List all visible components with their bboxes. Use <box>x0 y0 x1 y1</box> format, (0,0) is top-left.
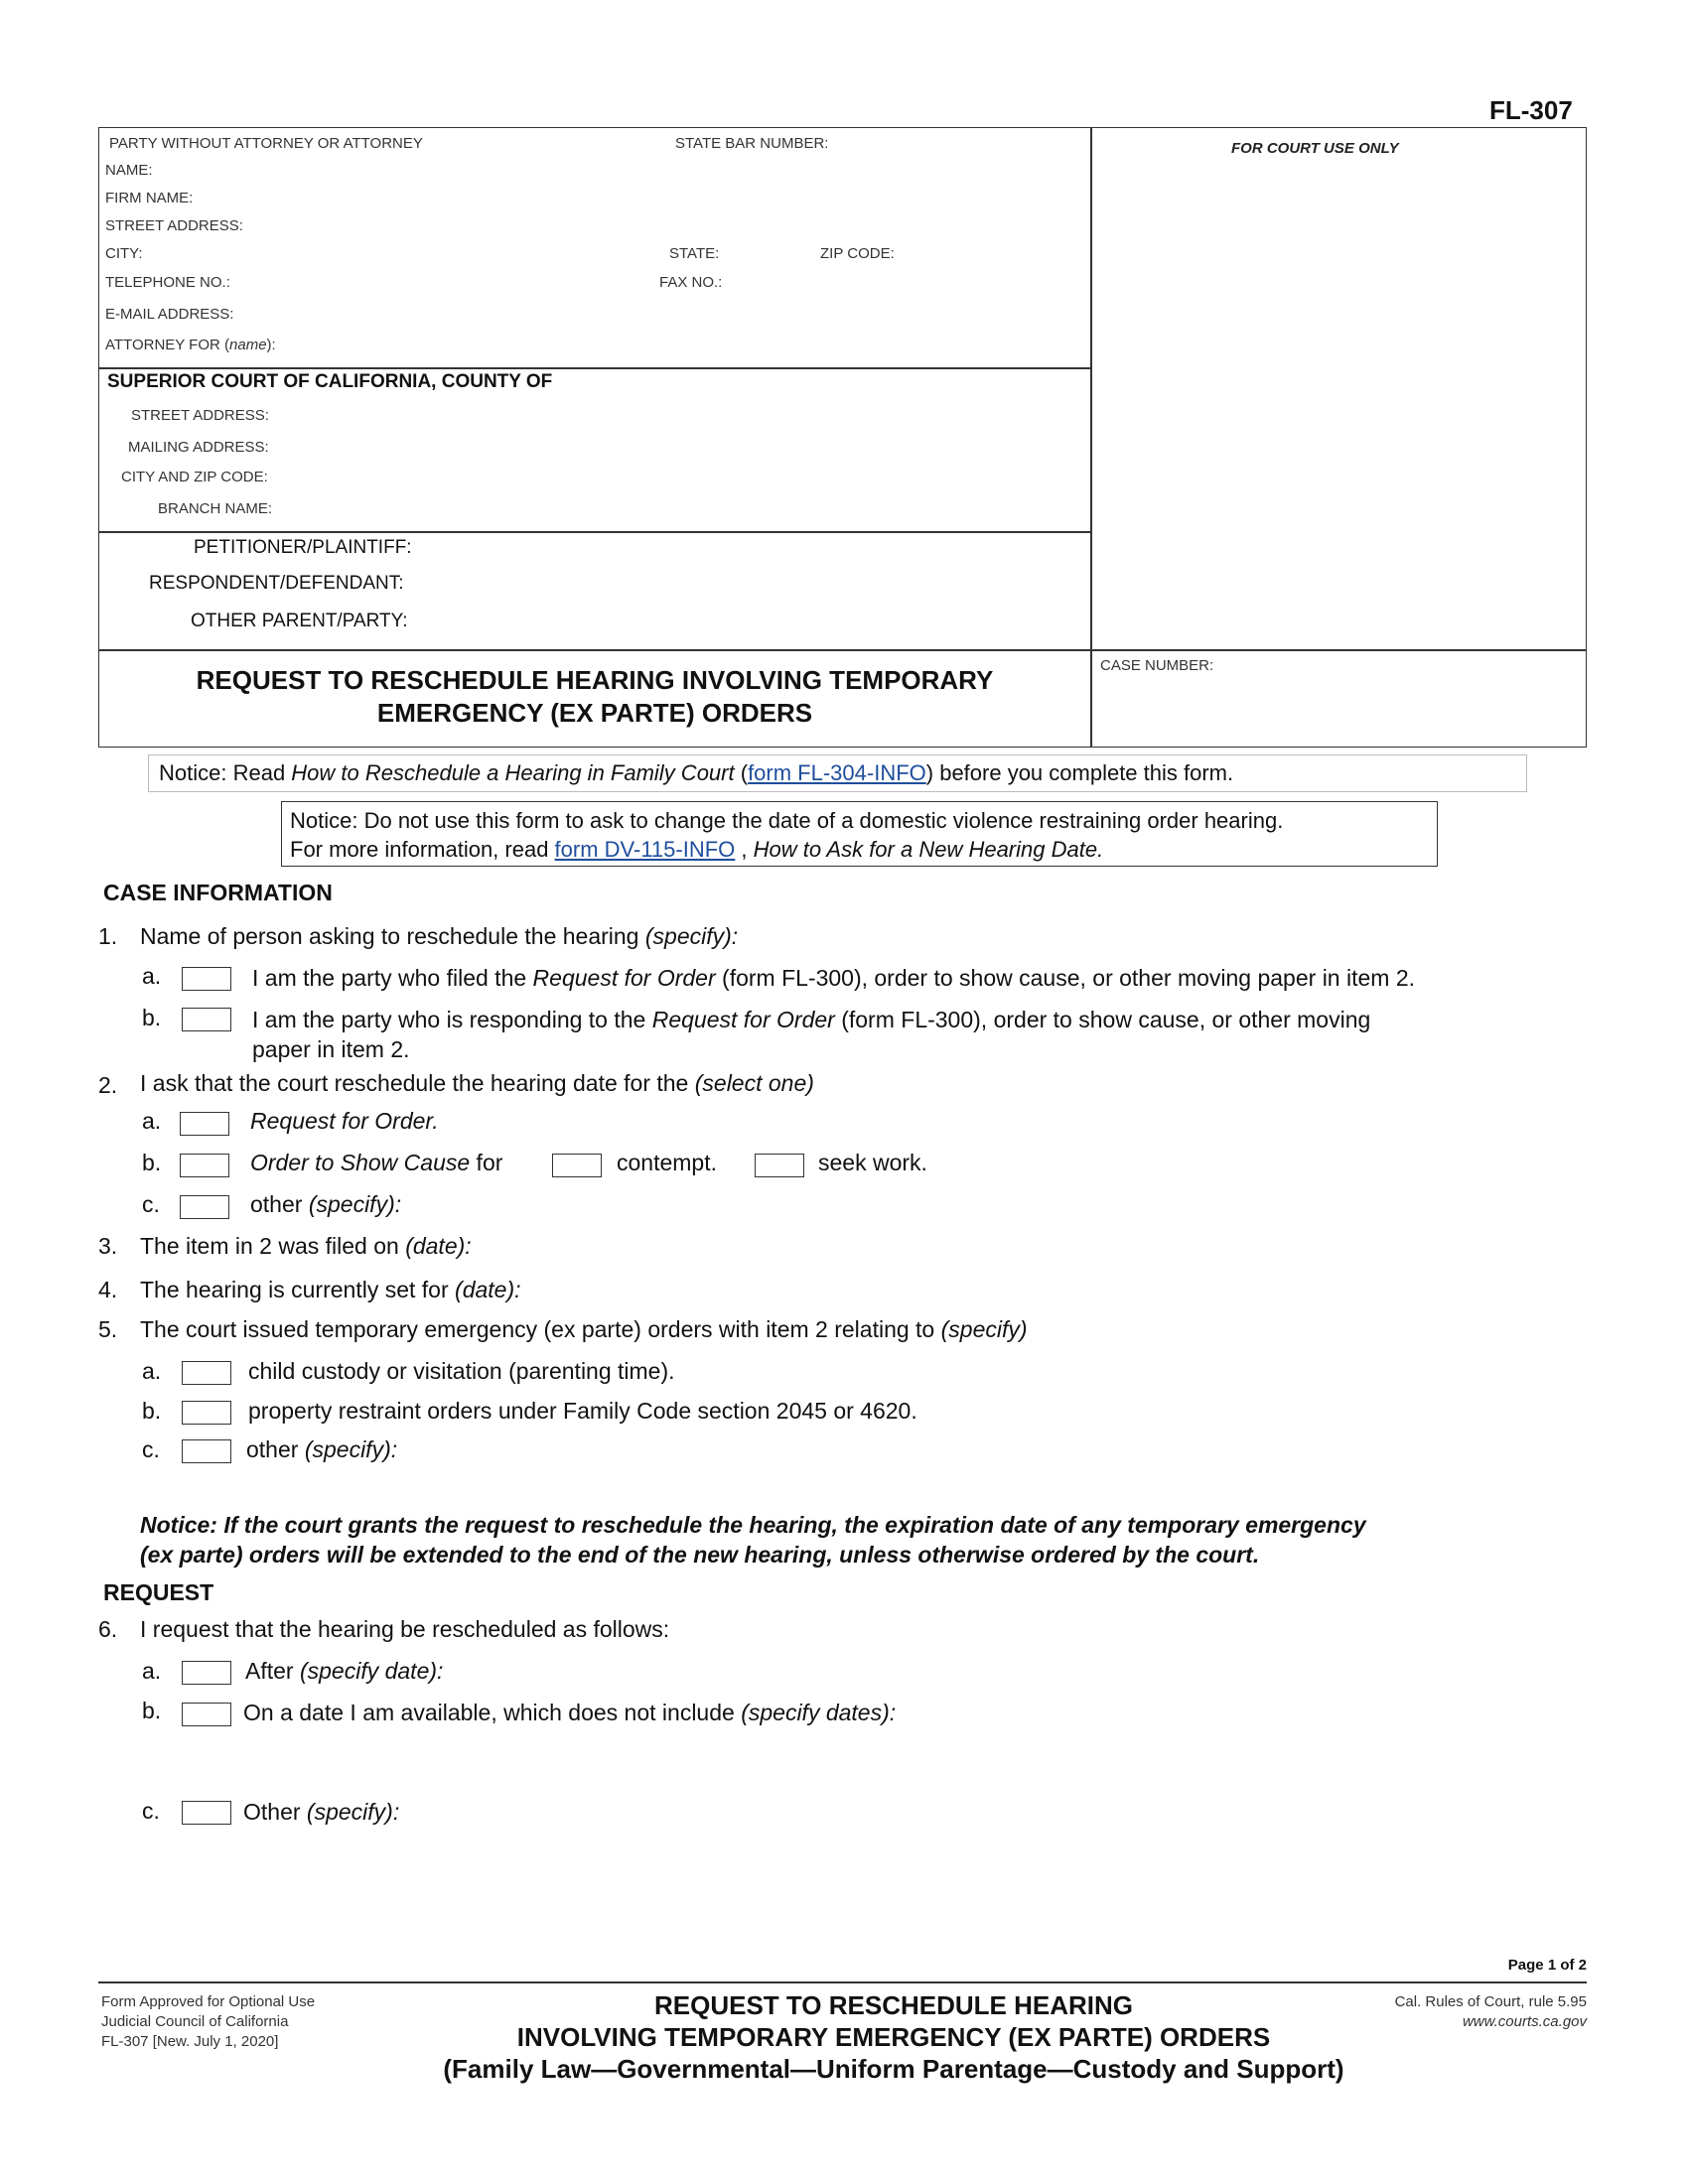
item6b-checkbox[interactable] <box>182 1703 231 1726</box>
footer-left: Form Approved for Optional Use Judicial Council of California FL-307 [New. July 1, 2020] <box>101 1993 316 2050</box>
item6-text: I request that the hearing be rescheduled as follows: <box>140 1616 670 1642</box>
seek-work-checkbox[interactable] <box>755 1154 804 1177</box>
email-label: E-MAIL ADDRESS: <box>105 306 234 323</box>
item5-text: The court issued temporary emergency (ex parte) orders with item 2 relating to (specify) <box>140 1316 1028 1342</box>
item6a-label: a. <box>142 1658 162 1684</box>
item5c-label: c. <box>142 1436 160 1462</box>
party-without-attorney-label: PARTY WITHOUT ATTORNEY OR ATTORNEY <box>109 135 423 152</box>
footer-title: REQUEST TO RESCHEDULE HEARING INVOLVING TEMPORARY EMERGENCY (EX PARTE) ORDERS (Family Law—Governmental—Uniform Parentage—Custody and Support) <box>443 1990 1344 2084</box>
form-title: REQUEST TO RESCHEDULE HEARING INVOLVING TEMPORARY EMERGENCY (EX PARTE) ORDERS <box>196 665 994 728</box>
item2a-text: Request for Order. <box>250 1108 439 1134</box>
item2b-label: b. <box>142 1150 162 1175</box>
item5-number: 5. <box>98 1316 118 1342</box>
contempt-label: contempt. <box>617 1150 717 1175</box>
street-address-label: STREET ADDRESS: <box>105 217 243 234</box>
item1b-checkbox[interactable] <box>182 1008 231 1031</box>
item5a-text: child custody or visitation (parenting time). <box>248 1358 675 1384</box>
item1-number: 1. <box>98 923 118 949</box>
notice-read-info: Notice: Read How to Reschedule a Hearing in Family Court (form FL-304-INFO) before you complete this form. <box>148 754 1527 792</box>
item2c-checkbox[interactable] <box>180 1195 229 1219</box>
item5c-text: other (specify): <box>246 1436 398 1462</box>
item5b-label: b. <box>142 1398 162 1424</box>
item2c-label: c. <box>142 1191 160 1217</box>
item6b-text: On a date I am available, which does not include (specify dates): <box>243 1700 897 1725</box>
respondent-label: RESPONDENT/DEFENDANT: <box>149 573 404 594</box>
item2a-checkbox[interactable] <box>180 1112 229 1136</box>
court-city-zip-label: CITY AND ZIP CODE: <box>121 469 268 485</box>
zip-code-label: ZIP CODE: <box>820 245 895 262</box>
state-label: STATE: <box>669 245 720 262</box>
state-bar-number-label: STATE BAR NUMBER: <box>675 135 829 152</box>
item5b-text: property restraint orders under Family Code section 2045 or 4620. <box>248 1398 917 1424</box>
dv-115-info-link[interactable]: form DV-115-INFO <box>554 837 736 862</box>
court-title: SUPERIOR COURT OF CALIFORNIA, COUNTY OF <box>107 371 553 392</box>
header-divider-1 <box>99 367 1090 369</box>
footer-rule <box>98 1981 1587 1983</box>
item5a-checkbox[interactable] <box>182 1361 231 1385</box>
city-label: CITY: <box>105 245 143 262</box>
item6-number: 6. <box>98 1616 118 1642</box>
item1a-text: I am the party who filed the Request for Order (form FL-300), order to show cause, or other moving paper in item 2. <box>252 965 1416 991</box>
case-number-label: CASE NUMBER: <box>1100 657 1214 674</box>
item1a-checkbox[interactable] <box>182 967 231 991</box>
telephone-label: TELEPHONE NO.: <box>105 274 230 291</box>
item6c-checkbox[interactable] <box>182 1801 231 1825</box>
caption-header-box <box>98 127 1587 748</box>
item6a-text: After (specify date): <box>245 1658 444 1684</box>
item1b-text: I am the party who is responding to the Request for Order (form FL-300), order to show cause, or other moving paper in item 2. <box>252 1007 1371 1062</box>
contempt-checkbox[interactable] <box>552 1154 602 1177</box>
fax-label: FAX NO.: <box>659 274 723 291</box>
item2c-text: other (specify): <box>250 1191 402 1217</box>
item5a-label: a. <box>142 1358 162 1384</box>
item3-text: The item in 2 was filed on (date): <box>140 1233 472 1259</box>
item6c-label: c. <box>142 1798 160 1824</box>
firm-name-label: FIRM NAME: <box>105 190 194 206</box>
item5c-checkbox[interactable] <box>182 1439 231 1463</box>
item2b-checkbox[interactable] <box>180 1154 229 1177</box>
item2-number: 2. <box>98 1072 118 1098</box>
footer-right: Cal. Rules of Court, rule 5.95 www.courts.ca.gov <box>1291 1992 1587 2032</box>
court-branch-label: BRANCH NAME: <box>158 500 273 517</box>
item1a-label: a. <box>142 963 162 989</box>
item4-text: The hearing is currently set for (date): <box>140 1277 521 1302</box>
header-divider-vertical <box>1090 128 1092 747</box>
item1-text: Name of person asking to reschedule the hearing (specify): <box>140 923 739 949</box>
item2a-label: a. <box>142 1108 162 1134</box>
courts-website-link[interactable]: www.courts.ca.gov <box>1462 2013 1587 2030</box>
item4-number: 4. <box>98 1277 118 1302</box>
notice-dv-hearing: Notice: Do not use this form to ask to change the date of a domestic violence restraining order hearing. For more information, read form DV-115-INFO , How to Ask for a New Hearing Date. <box>281 801 1438 867</box>
item1b-label: b. <box>142 1005 162 1030</box>
item6b-label: b. <box>142 1698 162 1723</box>
item6c-text: Other (specify): <box>243 1799 400 1825</box>
attorney-for-label: ATTORNEY FOR (name): <box>105 337 276 353</box>
form-number: FL-307 <box>1489 95 1573 125</box>
fl-304-info-link[interactable]: form FL-304-INFO <box>748 760 926 785</box>
page-number: Page 1 of 2 <box>1507 1957 1587 1974</box>
item6a-checkbox[interactable] <box>182 1661 231 1685</box>
item2-text: I ask that the court reschedule the hearing date for the (select one) <box>140 1070 814 1096</box>
item5b-checkbox[interactable] <box>182 1401 231 1425</box>
seek-work-label: seek work. <box>818 1150 927 1175</box>
court-mailing-label: MAILING ADDRESS: <box>128 439 269 456</box>
request-heading: REQUEST <box>103 1579 214 1605</box>
item2b-text: Order to Show Cause for <box>250 1150 503 1175</box>
name-label: NAME: <box>105 162 153 179</box>
court-street-label: STREET ADDRESS: <box>131 407 269 424</box>
item3-number: 3. <box>98 1233 118 1259</box>
for-court-use-only-label: FOR COURT USE ONLY <box>1231 140 1399 157</box>
petitioner-label: PETITIONER/PLAINTIFF: <box>194 537 412 558</box>
case-information-heading: CASE INFORMATION <box>103 880 333 905</box>
header-divider-2 <box>99 531 1090 533</box>
other-parent-label: OTHER PARENT/PARTY: <box>191 611 408 631</box>
header-divider-3 <box>99 649 1586 651</box>
extension-notice: Notice: If the court grants the request to reschedule the hearing, the expiration date of any temporary emergency (ex parte) orders will be extended to the end of the new hearing, unless otherwise ordered by the court. <box>140 1512 1366 1568</box>
